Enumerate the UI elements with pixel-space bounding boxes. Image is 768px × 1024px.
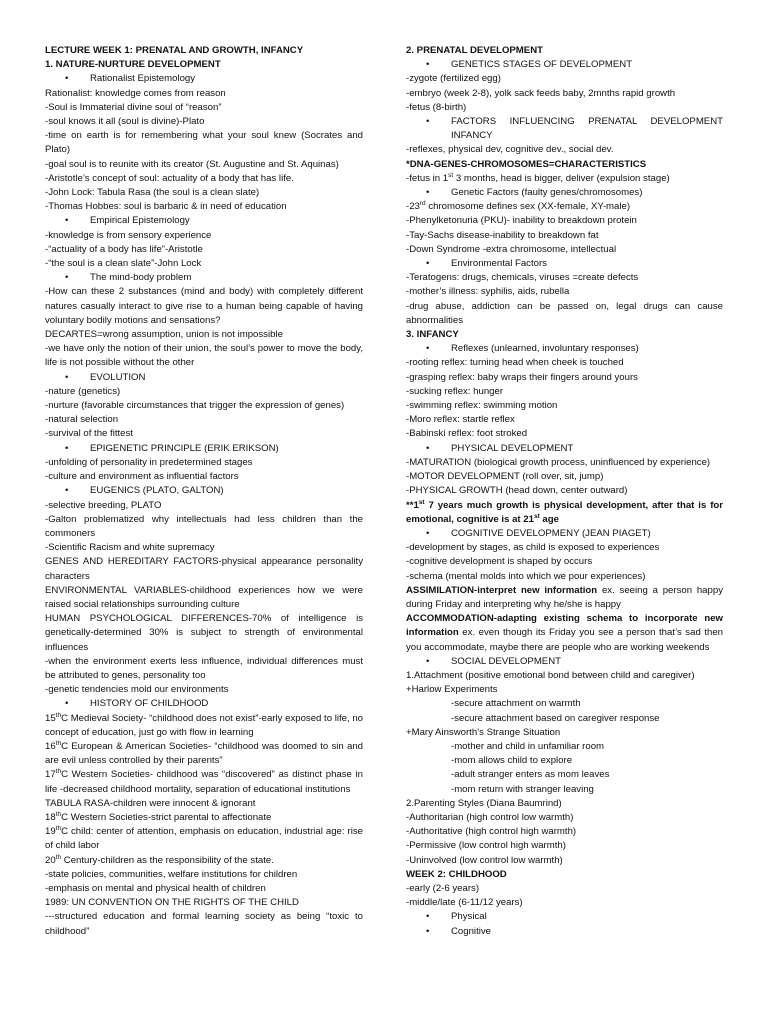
text-line	[406, 285, 723, 299]
superscript: th	[55, 810, 62, 818]
bullet-item	[45, 214, 363, 228]
bullet-item	[45, 371, 363, 385]
text-content: -nurture (favorable circumstances that trigger the expression of genes)	[45, 400, 345, 412]
text-content: GENETICS STAGES OF DEVELOPMENT	[451, 59, 633, 71]
indented-item	[406, 740, 723, 754]
text-line	[45, 200, 363, 214]
text-content: DECARTES=wrong assumption, union is not impossible	[45, 329, 283, 341]
bullet-item	[406, 115, 723, 143]
text-content: -Authoritarian (high control low warmth)	[406, 811, 574, 823]
text-content: -PHYSICAL GROWTH (head down, center outward)	[406, 485, 628, 497]
text-content: 1. NATURE-NURTURE DEVELOPMENT	[45, 59, 221, 71]
text-prefix: -fetus in 1	[406, 172, 449, 184]
text-content: -state policies, communities, welfare institutions for children	[45, 868, 298, 880]
text-line	[45, 129, 363, 157]
bullet-item	[45, 697, 363, 711]
text-line	[45, 257, 363, 271]
text-line	[406, 413, 723, 427]
bullet-item	[406, 527, 723, 541]
superscript: st	[418, 498, 425, 506]
text-content: PHYSICAL DEVELOPMENT	[451, 442, 574, 454]
century-number: 20	[45, 854, 56, 866]
text-line	[406, 811, 723, 825]
bullet-item	[45, 484, 363, 498]
text-content: -secure attachment based on caregiver response	[451, 712, 660, 724]
text-content: 1.Attachment (positive emotional bond between child and caregiver)	[406, 669, 695, 681]
text-content: LECTURE WEEK 1: PRENATAL AND GROWTH, INFANCY	[45, 45, 304, 56]
text-content: Environmental Factors	[451, 258, 547, 270]
text-line	[406, 584, 723, 612]
text-line	[406, 371, 723, 385]
text-line	[45, 768, 363, 796]
text-line	[45, 910, 363, 938]
bullet-item	[406, 257, 723, 271]
text-content: -culture and environment as influential factors	[45, 471, 239, 483]
century-number: 16	[45, 740, 56, 752]
text-content: -drug abuse, addiction can be passed on, legal drugs can cause abnormalities	[406, 300, 723, 326]
text-line	[45, 541, 363, 555]
text-line	[45, 385, 363, 399]
text-content: Rationalist: knowledge comes from reason	[45, 87, 226, 99]
text-content: +Harlow Experiments	[406, 684, 498, 696]
text-line	[406, 385, 723, 399]
text-content: ex. seeing a person happy during Friday and interpreting why he/she is happy	[406, 584, 723, 610]
text-line	[45, 243, 363, 257]
text-content: Century-children as the responsibility of the state.	[61, 854, 274, 866]
text-content: -schema (mental molds into which we pour experiences)	[406, 570, 646, 582]
text-content: EUGENICS (PLATO, GALTON)	[90, 485, 224, 497]
text-content: -zygote (fertilized egg)	[406, 73, 501, 85]
text-content: -mother and child in unfamiliar room	[451, 740, 605, 752]
text-content: -Thomas Hobbes: soul is barbaric & in need of education	[45, 201, 287, 213]
text-content: -John Lock: Tabula Rasa (the soul is a clean slate)	[45, 187, 260, 199]
text-content: Genetic Factors (faulty genes/chromosomes)	[451, 187, 643, 199]
text-content: *DNA-GENES-CHROMOSOMES=CHARACTERISTICS	[406, 158, 647, 170]
text-content: age	[539, 513, 559, 525]
text-line	[45, 513, 363, 541]
text-line	[45, 811, 363, 825]
text-content: ENVIRONMENTAL VARIABLES-childhood experiences how we were raised social relationships surrounding culture	[45, 584, 363, 610]
text-content: -“actuality of a body has life”-Aristotle	[45, 243, 203, 255]
indented-item	[406, 783, 723, 797]
text-content: -selective breeding, PLATO	[45, 499, 162, 511]
section-heading	[406, 328, 723, 342]
text-line	[406, 427, 723, 441]
bullet-item	[406, 655, 723, 669]
text-content: C Western Societies- childhood was “discovered” as distinct phase in life -decreased childhood mortality, separation of educational institutions	[45, 769, 363, 795]
text-content: -Phenylketonuria (PKU)- inability to breakdown protein	[406, 215, 637, 227]
text-line	[45, 285, 363, 328]
text-content: -Soul is Immaterial divine soul of “reason”	[45, 101, 222, 113]
text-line	[406, 300, 723, 328]
text-line	[45, 101, 363, 115]
text-content: -emphasis on mental and physical health of children	[45, 882, 266, 894]
text-content: -we have only the notion of their union, the soul’s power to move the body, life is not possible without the other	[45, 343, 363, 369]
text-content: -time on earth is for remembering what your soul knew (Socrates and Plato)	[45, 130, 363, 156]
text-content: -unfolding of personality in predetermined stages	[45, 456, 253, 468]
text-line	[45, 882, 363, 896]
text-content: +Mary Ainsworth’s Strange Situation	[406, 726, 561, 738]
text-content: -Permissive (low control high warmth)	[406, 840, 566, 852]
superscript: st	[533, 512, 540, 520]
text-content: COGNITIVE DEVELOPMENY (JEAN PIAGET)	[451, 527, 651, 539]
text-content: FACTORS INFLUENCING PRENATAL DEVELOPMENT INFANCY	[451, 116, 723, 142]
text-content: -cognitive development is shaped by occurs	[406, 556, 593, 568]
text-content: -mother’s illness: syphilis, aids, rubella	[406, 286, 570, 298]
section-heading	[406, 158, 723, 172]
right-column	[406, 44, 723, 939]
text-content: -knowledge is from sensory experience	[45, 229, 212, 241]
text-line	[45, 712, 363, 740]
text-line	[406, 172, 723, 186]
text-content: -MOTOR DEVELOPMENT (roll over, sit, jump)	[406, 471, 604, 483]
century-number: 19	[45, 826, 56, 838]
text-content: -middle/late (6-11/12 years)	[406, 897, 523, 909]
text-content: -mom allows child to explore	[451, 755, 573, 767]
bullet-item	[406, 925, 723, 939]
text-line	[406, 839, 723, 853]
superscript: th	[55, 711, 62, 719]
text-line	[45, 413, 363, 427]
text-content: 2. PRENATAL DEVELOPMENT	[406, 45, 543, 56]
text-content: -secure attachment on warmth	[451, 698, 581, 710]
text-content: -survival of the fittest	[45, 428, 133, 440]
text-line	[45, 470, 363, 484]
text-line	[406, 683, 723, 697]
bold-term: ACCOMMODATION-adapting existing schema to incorporate new information	[406, 613, 723, 639]
century-number: 17	[45, 769, 56, 781]
superscript: th	[55, 739, 62, 747]
text-content: -reflexes, physical dev, cognitive dev., social dev.	[406, 144, 614, 156]
text-content: -Uninvolved (low control low warmth)	[406, 854, 563, 866]
text-content: 3 months, head is bigger, deliver (expulsion stage)	[453, 172, 670, 184]
text-content: GENES AND HEREDITARY FACTORS-physical appearance personality characters	[45, 556, 363, 582]
text-line	[406, 87, 723, 101]
text-content: EVOLUTION	[90, 371, 146, 383]
text-content: C child: center of attention, emphasis on education, industrial age: rise of child labor	[45, 826, 363, 852]
indented-item	[406, 697, 723, 711]
superscript: rd	[419, 200, 426, 208]
text-content: Empirical Epistemology	[90, 215, 190, 227]
text-line	[45, 186, 363, 200]
text-content: WEEK 2: CHILDHOOD	[406, 868, 507, 880]
bullet-item	[406, 910, 723, 924]
text-middle: 7 years much growth is physical development, after that is for emotional, cognitive is at 21	[406, 499, 723, 525]
century-number: 18	[45, 811, 56, 823]
text-content: -Babinski reflex: foot stroked	[406, 428, 528, 440]
indented-item	[406, 712, 723, 726]
text-content: -“the soul is a clean slate”-John Lock	[45, 258, 202, 270]
text-line	[45, 825, 363, 853]
text-line	[406, 399, 723, 413]
text-line	[406, 214, 723, 228]
text-content: EPIGENETIC PRINCIPLE (ERIK ERIKSON)	[90, 442, 279, 454]
text-line	[45, 158, 363, 172]
text-line	[45, 456, 363, 470]
text-line	[45, 427, 363, 441]
text-content: 1989: UN CONVENTION ON THE RIGHTS OF THE CHILD	[45, 897, 299, 909]
text-line	[406, 200, 723, 214]
text-content: -Moro reflex: startle reflex	[406, 414, 515, 426]
text-line	[45, 683, 363, 697]
text-line	[406, 896, 723, 910]
text-line	[45, 555, 363, 583]
text-content: -rooting reflex: turning head when cheek is touched	[406, 357, 624, 369]
superscript: th	[55, 824, 62, 832]
superscript: th	[55, 853, 62, 861]
text-content: 3. INFANCY	[406, 329, 459, 341]
text-line	[45, 797, 363, 811]
text-line	[45, 854, 363, 868]
text-content: TABULA RASA-children were innocent & ignorant	[45, 797, 256, 809]
text-content: -sucking reflex: hunger	[406, 385, 504, 397]
text-content: -mom return with stranger leaving	[451, 783, 594, 795]
text-line	[45, 115, 363, 129]
text-content: -fetus (8-birth)	[406, 101, 467, 113]
text-content: -early (2-6 years)	[406, 882, 480, 894]
text-line	[406, 669, 723, 683]
text-line	[45, 612, 363, 655]
text-content: -development by stages, as child is exposed to experiences	[406, 542, 660, 554]
text-line	[45, 868, 363, 882]
text-line	[406, 101, 723, 115]
text-content: The mind-body problem	[90, 272, 192, 284]
section-heading	[45, 44, 363, 58]
text-line	[45, 584, 363, 612]
text-content: -MATURATION (biological growth process, uninfluenced by experience)	[406, 456, 711, 468]
text-line	[406, 726, 723, 740]
text-line	[406, 470, 723, 484]
text-content: HUMAN PSYCHOLOGICAL DIFFERENCES-70% of intelligence is genetically-determined 30% is subject to strength of environmental influences	[45, 613, 363, 653]
text-content: -soul knows it all (soul is divine)-Plato	[45, 116, 205, 128]
section-heading	[45, 58, 363, 72]
text-content: -How can these 2 substances (mind and body) with completely different natures casually interact to give rise to a human being capable of having voluntary bodily motions and sensations?	[45, 286, 363, 326]
bold-term: ASSIMILATION-interpret new information	[406, 584, 598, 596]
superscript: st	[448, 171, 454, 179]
text-prefix: -23	[406, 201, 420, 213]
text-content: SOCIAL DEVELOPMENT	[451, 655, 561, 667]
text-content: -Tay-Sachs disease-inability to breakdown fat	[406, 229, 599, 241]
text-line	[406, 854, 723, 868]
text-line	[406, 541, 723, 555]
text-content: C Western Societies-strict parental to affectionate	[61, 811, 272, 823]
text-content: Physical	[451, 911, 487, 923]
bullet-item	[406, 442, 723, 456]
left-column	[45, 44, 363, 939]
text-content: Rationalist Epistemology	[90, 73, 196, 85]
text-prefix: **1	[406, 499, 419, 511]
text-line	[45, 499, 363, 513]
text-content: -Authoritative (high control high warmth)	[406, 826, 577, 838]
text-content: -adult stranger enters as mom leaves	[451, 769, 610, 781]
text-line	[45, 342, 363, 370]
text-line	[45, 328, 363, 342]
text-line	[45, 399, 363, 413]
text-line	[406, 271, 723, 285]
section-heading	[406, 499, 723, 527]
text-line	[406, 72, 723, 86]
bullet-item	[45, 442, 363, 456]
text-line	[406, 825, 723, 839]
text-content: 2.Parenting Styles (Diana Baumrind)	[406, 797, 562, 809]
section-heading	[406, 868, 723, 882]
text-line	[406, 143, 723, 157]
text-line	[406, 243, 723, 257]
text-line	[406, 356, 723, 370]
text-content: -Down Syndrome -extra chromosome, intellectual	[406, 243, 617, 255]
text-content: chromosome defines sex (XX-female, XY-male)	[425, 201, 631, 213]
bullet-item	[45, 271, 363, 285]
text-content: ex. even though its Friday you see a person that’s sad then you accommodate, maybe there are people who are working weekends	[406, 627, 723, 653]
text-line	[406, 555, 723, 569]
text-line	[406, 882, 723, 896]
text-line	[45, 172, 363, 186]
text-line	[406, 612, 723, 655]
indented-item	[406, 754, 723, 768]
text-line	[45, 87, 363, 101]
text-content: Cognitive	[451, 925, 491, 937]
text-content: -Scientific Racism and white supremacy	[45, 542, 215, 554]
text-line	[406, 570, 723, 584]
text-content: -nature (genetics)	[45, 385, 121, 397]
text-line	[406, 797, 723, 811]
bullet-item	[45, 72, 363, 86]
text-content: C European & American Societies- “childhood was doomed to sin and are evil unless controlled by their parents”	[45, 740, 363, 767]
text-content: Reflexes (unlearned, involuntary responses)	[451, 343, 639, 355]
indented-item	[406, 768, 723, 782]
bullet-item	[406, 342, 723, 356]
text-line	[45, 740, 363, 768]
section-heading	[406, 44, 723, 58]
text-content: -goal soul is to reunite with its creator (St. Augustine and St. Aquinas)	[45, 158, 339, 170]
text-line	[406, 456, 723, 470]
text-content: -Aristotle’s concept of soul: actuality of a body that has life.	[45, 172, 294, 184]
bullet-item	[406, 186, 723, 200]
text-content: -swimming reflex: swimming motion	[406, 400, 558, 412]
text-content: -Teratogens: drugs, chemicals, viruses =create defects	[406, 272, 639, 284]
text-line	[406, 484, 723, 498]
bullet-item	[406, 58, 723, 72]
text-line	[45, 655, 363, 683]
text-line	[45, 229, 363, 243]
text-line	[45, 896, 363, 910]
text-content: -genetic tendencies mold our environments	[45, 684, 229, 696]
century-number: 15	[45, 712, 56, 724]
text-content: -natural selection	[45, 414, 119, 426]
text-content: C Medieval Society- “childhood does not exist”-early exposed to life, no concept of education, just go with flow in learning	[45, 712, 363, 738]
text-content: -grasping reflex: baby wraps their fingers around yours	[406, 371, 638, 383]
text-content: -when the environment exerts less influence, individual differences must be attributed to genes, personality too	[45, 655, 363, 681]
text-content: -embryo (week 2-8), yolk sack feeds baby, 2mnths rapid growth	[406, 87, 676, 99]
text-content: HISTORY OF CHILDHOOD	[90, 698, 209, 710]
text-content: -Galton problematized why intellectuals had less children than the commoners	[45, 513, 363, 539]
text-content: ---structured education and formal learning society as being “toxic to childhood”	[45, 911, 363, 937]
text-line	[406, 229, 723, 243]
superscript: th	[55, 768, 62, 776]
